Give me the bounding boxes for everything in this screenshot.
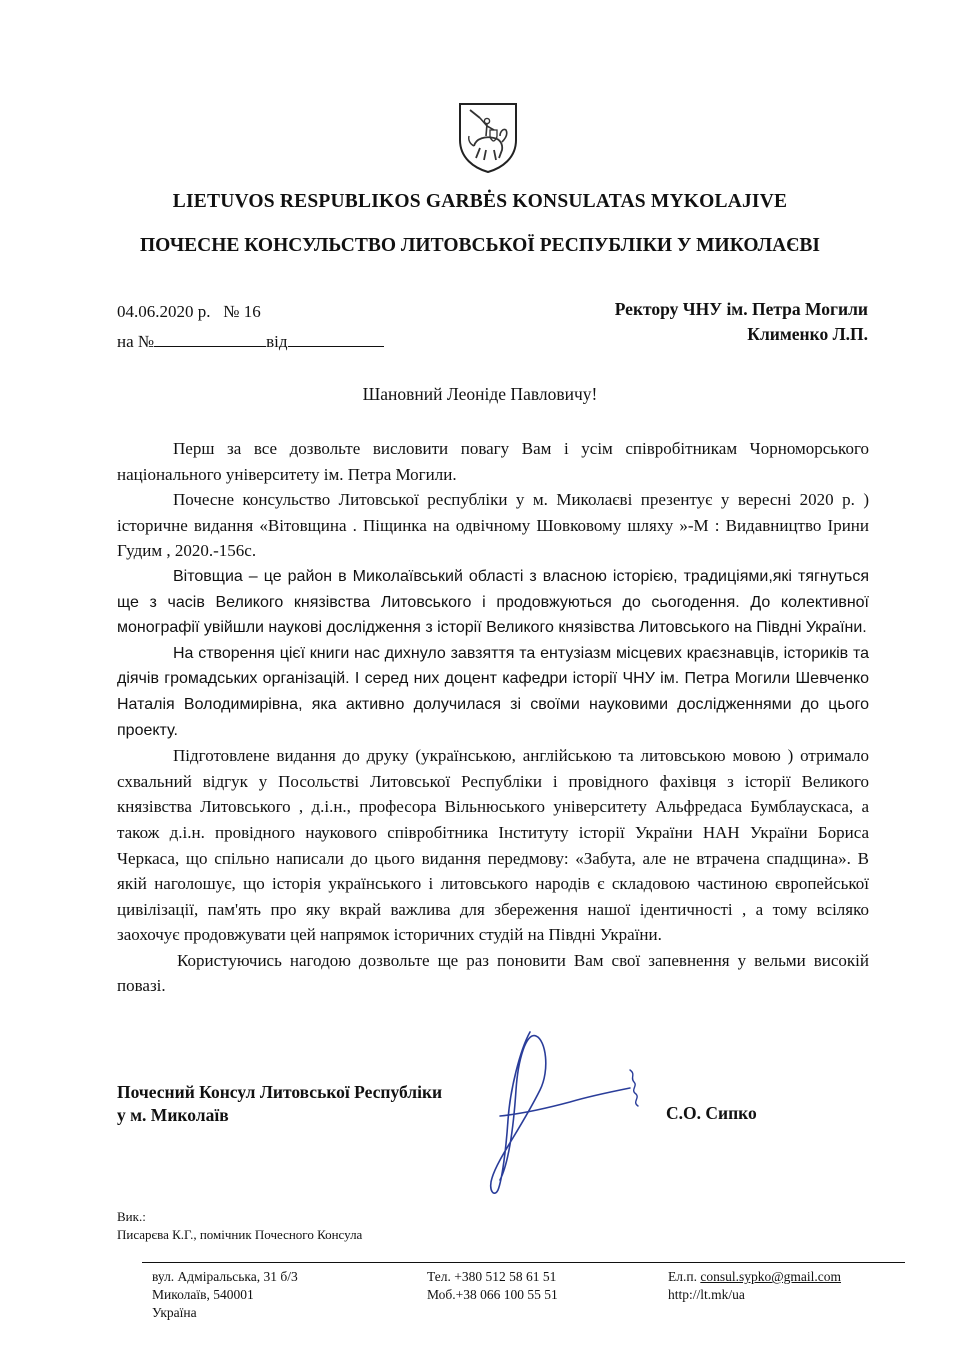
reference-line xyxy=(117,327,384,357)
document-meta xyxy=(117,297,384,357)
ref-number-blank xyxy=(154,332,266,347)
executor-name: Писарєва К.Г., помічник Почесного Консула xyxy=(117,1227,363,1242)
signer-title xyxy=(117,1081,442,1127)
email-link[interactable]: consul.sypko@gmail.com xyxy=(700,1269,842,1284)
paragraph: Почесне консульство Литовської республіки у м. Миколаєві презентує у вересні 2020 р. ) історичне видання «Вітовщина . Піщинка на одвічному Шовковому шляху »-М : Видавництво Ірини Гудим , 2020.-156с. xyxy=(117,490,869,561)
consulate-title-ua: ПОЧЕСНЕ КОНСУЛЬСТВО ЛИТОВСЬКОЇ РЕСПУБЛІКИ У МИКОЛАЄВІ xyxy=(139,235,821,256)
signer-title-line2: у м. Миколаїв xyxy=(117,1105,229,1125)
signer-name: С.О. Сипко xyxy=(666,1103,757,1123)
paragraph: Перш за все дозвольте висловити повагу Вам і усім співробітникам Чорноморського національного університету ім. Петра Могили. xyxy=(117,439,869,484)
phone-line: Моб.+38 066 100 55 51 xyxy=(427,1287,558,1302)
address-line: вул. Адміральська, 31 б/3 xyxy=(152,1269,298,1284)
consulate-title-lt: LIETUVOS RESPUBLIKOS GARBĖS KONSULATAS MYKOLAJIVE xyxy=(172,191,788,212)
signer-title-line1: Почесний Консул Литовської Республіки xyxy=(117,1082,443,1102)
paragraph: Користуючись нагодою дозвольте ще раз поновити Вам свої запевнення у вельми високій повазі. xyxy=(117,950,869,996)
website-link[interactable]: http://lt.mk/ua xyxy=(668,1287,745,1302)
phone-line: Тел. +380 512 58 61 51 xyxy=(427,1269,557,1284)
paragraph: На створення цієї книги нас дихнуло завзяття та ентузіазм місцевих краєзнавців, істориків та діячів громадських організацій. І серед них доцент кафедри історії ЧНУ ім. Петра Могили Шевченко Наталія Володимирівна, яка активно долучилася зі своїми науковими дослідженнями до цього проекту. xyxy=(117,644,869,739)
footer-phones xyxy=(427,1268,558,1304)
from-label: від xyxy=(266,332,288,351)
address-line: Миколаїв, 540001 xyxy=(152,1287,254,1302)
footer-address xyxy=(152,1268,298,1322)
email-label: Ел.п. xyxy=(668,1269,701,1284)
coat-of-arms-icon xyxy=(456,100,520,174)
recipient-block xyxy=(615,297,868,347)
ref-label: на № xyxy=(117,332,155,351)
footer-contacts xyxy=(668,1268,841,1304)
executor-block xyxy=(117,1208,362,1244)
recipient-position: Ректору ЧНУ ім. Петра Могили xyxy=(614,299,868,319)
email-line xyxy=(668,1268,841,1286)
paragraph: Вітовщиа – це район в Миколаївський області з власною історією, традиціями,які тягнуться ще з часів Великого князівства Литовського і продовжуються до сьогодення. До колективної монографії увійшли наукові дослідження з історії Великого князівства Литовського на Півдні України. xyxy=(117,567,869,637)
handwritten-signature xyxy=(480,1030,660,1200)
address-line: Україна xyxy=(152,1305,197,1320)
footer-divider xyxy=(142,1262,905,1263)
salutation: Шановний Леоніде Павловичу! xyxy=(362,384,598,404)
paragraph: Підготовлене видання до друку (українською, англійською та литовською мовою ) отримало схвальний відгук у Посольстві Литовської Республіки і провідного фахівця з історії Великого князівства Литовського , д.і.н., професора Вільнюського університету Альфредаса Бумблаускаса, а також д.і.н. провідного наукового співробітника Інституту історії України НАН України Бориса Черкаса, що спільно написали до цього видання передмову: «Забута, але не втрачена спадщина». В якій наголошує, що історія українського і литовського народів є складовою частиною європейської цивілізації, пам'ять про яку вкрай важлива для збереження нашої ідентичності , а тому всіляко заохочує продовжувати цей напрямок історичних студій на Півдні України. xyxy=(117,746,869,945)
letter-date: 04.06.2020 р. xyxy=(117,302,211,321)
recipient-name: Клименко Л.П. xyxy=(747,324,868,344)
date-number-line xyxy=(117,297,384,327)
letter-number: № 16 xyxy=(223,302,261,321)
letter-body xyxy=(117,436,869,999)
executor-label: Вик.: xyxy=(117,1209,146,1224)
ref-date-blank xyxy=(288,332,384,347)
